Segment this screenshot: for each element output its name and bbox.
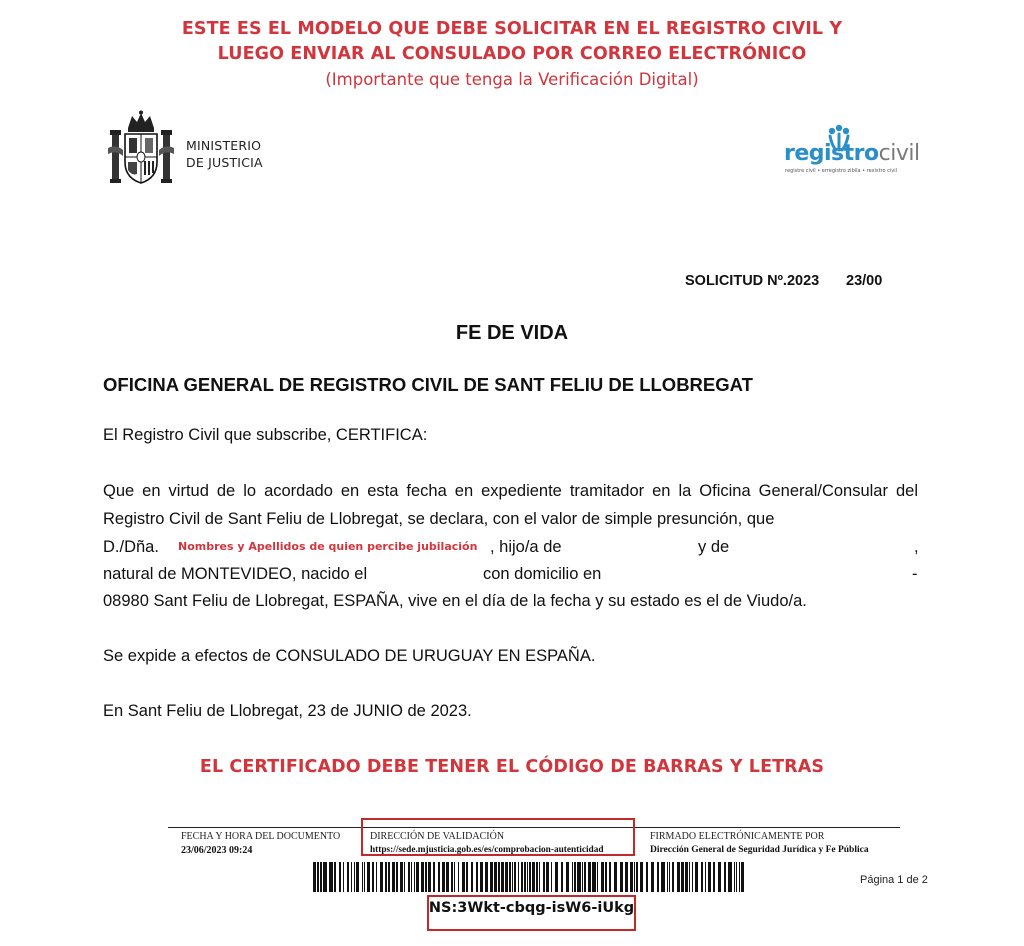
- barcode-bar: [351, 862, 352, 892]
- barcode-bar: [584, 862, 586, 892]
- barcode-bar: [485, 862, 488, 892]
- and-of-label: y de: [698, 538, 730, 556]
- barcode-bar: [313, 862, 316, 892]
- barcode-bar: [388, 862, 390, 892]
- paragraph-line-2: Registro Civil de Sant Feliu de Llobregat, se declara, con el valor de simple presunción, que: [103, 510, 775, 528]
- barcode-bar: [367, 862, 370, 892]
- barcode-bar: [404, 862, 405, 892]
- datetime-value: 23/06/2023 09:24: [181, 845, 253, 856]
- barcode-bar: [646, 862, 648, 892]
- barcode-bar: [442, 862, 445, 892]
- office-heading: OFICINA GENERAL DE REGISTRO CIVIL DE SANT FELIU DE LLOBREGAT: [103, 374, 753, 395]
- barcode-bar: [376, 862, 377, 892]
- barcode-bar: [592, 862, 596, 892]
- barcode-bar: [667, 862, 668, 892]
- barcode-bar: [734, 862, 735, 892]
- barcode: [313, 862, 746, 892]
- birthplace-label: natural de MONTEVIDEO, nacido el: [103, 565, 368, 583]
- barcode-bar: [512, 862, 513, 892]
- barcode-bar: [433, 862, 435, 892]
- barcode-bar: [356, 862, 359, 892]
- barcode-bar: [362, 862, 363, 892]
- barcode-bar: [574, 862, 576, 892]
- barcode-bar: [372, 862, 374, 892]
- barcode-bar: [471, 862, 473, 892]
- barcode-bar: [685, 862, 688, 892]
- barcode-bar: [509, 862, 511, 892]
- barcode-bar: [490, 862, 493, 892]
- page-number: Página 1 de 2: [860, 874, 928, 886]
- barcode-bar: [681, 862, 684, 892]
- barcode-bar: [566, 862, 569, 892]
- barcode-bar: [741, 862, 744, 892]
- barcode-bar: [416, 862, 419, 892]
- barcode-bar: [634, 862, 635, 892]
- barcode-bar: [582, 862, 583, 892]
- barcode-bar: [546, 862, 549, 892]
- barcode-bar: [498, 862, 500, 892]
- barcode-bar: [354, 862, 355, 892]
- solicitud-label: SOLICITUD Nº.2023: [685, 273, 820, 289]
- barcode-bar: [724, 862, 726, 892]
- barcode-bar: [597, 862, 598, 892]
- place-date-line: En Sant Feliu de Llobregat, 23 de JUNIO de 2023.: [103, 702, 472, 720]
- barcode-bar: [728, 862, 732, 892]
- barcode-bar: [614, 862, 617, 892]
- signed-label: FIRMADO ELECTRÓNICAMENTE POR: [650, 831, 825, 842]
- barcode-bar: [539, 862, 540, 892]
- barcode-bar: [425, 862, 427, 892]
- ministry-name-line-1: MINISTERIO: [186, 138, 262, 153]
- line-3-comma: ,: [914, 538, 919, 556]
- dna-label: D./Dña.: [103, 538, 159, 556]
- banner-line-3: (Importante que tenga la Verificación Digital): [325, 70, 699, 89]
- barcode-bar: [458, 862, 459, 892]
- barcode-bar: [601, 862, 604, 892]
- barcode-bar: [392, 862, 395, 892]
- barcode-bars: [313, 862, 746, 892]
- barcode-bar: [400, 862, 403, 892]
- purpose-line: Se expide a efectos de CONSULADO DE URUGUAY EN ESPAÑA.: [103, 647, 596, 665]
- solicitud-number: 23/00: [846, 273, 883, 289]
- barcode-bar: [494, 862, 497, 892]
- barcode-bar: [339, 862, 341, 892]
- barcode-bar: [438, 862, 440, 892]
- barcode-bar: [320, 862, 322, 892]
- barcode-bar: [561, 862, 563, 892]
- barcode-bar: [739, 862, 740, 892]
- paragraph-line-1: Que en virtud de lo acordado en esta fecha en expediente tramitador en la Oficina General/Consular del: [103, 482, 918, 500]
- barcode-bar: [380, 862, 383, 892]
- document-title: FE DE VIDA: [455, 322, 569, 344]
- barcode-bar: [713, 862, 715, 892]
- barcode-bar: [532, 862, 535, 892]
- signed-value: Dirección General de Seguridad Jurídica y Fe Pública: [650, 845, 869, 855]
- barcode-bar: [385, 862, 387, 892]
- coat-of-arms-icon: [106, 110, 176, 186]
- barcode-bar: [334, 862, 336, 892]
- logo-word-registro: registro: [784, 141, 879, 166]
- barcode-bar: [462, 862, 465, 892]
- child-of-label: , hijo/a de: [490, 538, 562, 556]
- barcode-bar: [657, 862, 659, 892]
- barcode-bar: [524, 862, 526, 892]
- barcode-bar: [317, 862, 319, 892]
- barcode-bar: [669, 862, 670, 892]
- barcode-bar: [408, 862, 410, 892]
- barcode-bar: [501, 862, 504, 892]
- barcode-bar: [505, 862, 508, 892]
- barcode-bar: [677, 862, 680, 892]
- barcode-bar: [527, 862, 528, 892]
- barcode-bar: [588, 862, 591, 892]
- barcode-bar: [329, 862, 333, 892]
- verification-code: NS:3Wkt-cbqg-isW6-iUkg: [428, 900, 635, 916]
- barcode-bar: [651, 862, 654, 892]
- barcode-bar: [347, 862, 349, 892]
- barcode-bar: [689, 862, 690, 892]
- barcode-bar: [396, 862, 398, 892]
- barcode-bar: [428, 862, 431, 892]
- barcode-bar: [476, 862, 478, 892]
- paragraph-line-5: 08980 Sant Feliu de Llobregat, ESPAÑA, vive en el día de la fecha y su estado es el de Viudo/a.: [103, 592, 807, 610]
- ministry-name-line-2: DE JUSTICIA: [186, 155, 263, 170]
- barcode-bar: [364, 862, 365, 892]
- barcode-bar: [451, 862, 453, 892]
- barcode-bar: [661, 862, 665, 892]
- barcode-bar: [411, 862, 412, 892]
- address-label: con domicilio en: [483, 565, 602, 583]
- barcode-bar: [529, 862, 531, 892]
- barcode-bar: [736, 862, 737, 892]
- barcode-bar: [640, 862, 643, 892]
- barcode-bar: [692, 862, 693, 892]
- beneficiary-name-placeholder: Nombres y Apellidos de quien percibe jubilación: [178, 540, 478, 553]
- barcode-bar: [323, 862, 327, 892]
- banner-line-2: LUEGO ENVIAR AL CONSULADO POR CORREO ELECTRÓNICO: [217, 44, 807, 64]
- barcode-bar: [551, 862, 552, 892]
- barcode-bar: [518, 862, 519, 892]
- certifica-intro: El Registro Civil que subscribe, CERTIFICA:: [103, 426, 428, 444]
- barcode-notice: EL CERTIFICADO DEBE TENER EL CÓDIGO DE BARRAS Y LETRAS: [199, 757, 825, 777]
- barcode-bar: [454, 862, 455, 892]
- barcode-bar: [705, 862, 706, 892]
- banner-line-1: ESTE ES EL MODELO QUE DEBE SOLICITAR EN EL REGISTRO CIVIL Y: [181, 19, 843, 39]
- barcode-bar: [609, 862, 611, 892]
- validation-label: DIRECCIÓN DE VALIDACIÓN: [370, 831, 505, 842]
- barcode-bar: [343, 862, 344, 892]
- barcode-bar: [536, 862, 538, 892]
- line-4-dash: -: [912, 565, 918, 583]
- barcode-bar: [414, 862, 415, 892]
- barcode-bar: [625, 862, 628, 892]
- validation-url[interactable]: https://sede.mjusticia.gob.es/es/comprobacion-autenticidad: [370, 845, 604, 855]
- logo-tagline: registre civil • erregistro zibila • rexistro civil: [785, 168, 898, 174]
- barcode-bar: [701, 862, 703, 892]
- barcode-bar: [572, 862, 573, 892]
- barcode-bar: [695, 862, 698, 892]
- barcode-bar: [514, 862, 516, 892]
- barcode-bar: [543, 862, 545, 892]
- datetime-label: FECHA Y HORA DEL DOCUMENTO: [181, 831, 341, 842]
- registro-civil-logo-text: [784, 141, 920, 166]
- barcode-bar: [630, 862, 633, 892]
- barcode-bar: [577, 862, 581, 892]
- barcode-bar: [480, 862, 483, 892]
- barcode-bar: [446, 862, 449, 892]
- barcode-bar: [718, 862, 721, 892]
- barcode-bar: [672, 862, 674, 892]
- barcode-bar: [708, 862, 711, 892]
- barcode-bar: [620, 862, 623, 892]
- barcode-bar: [605, 862, 607, 892]
- barcode-bar: [421, 862, 424, 892]
- barcode-bar: [521, 862, 523, 892]
- logo-word-civil: civil: [878, 141, 920, 166]
- barcode-bar: [636, 862, 638, 892]
- barcode-bar: [466, 862, 468, 892]
- barcode-bar: [555, 862, 558, 892]
